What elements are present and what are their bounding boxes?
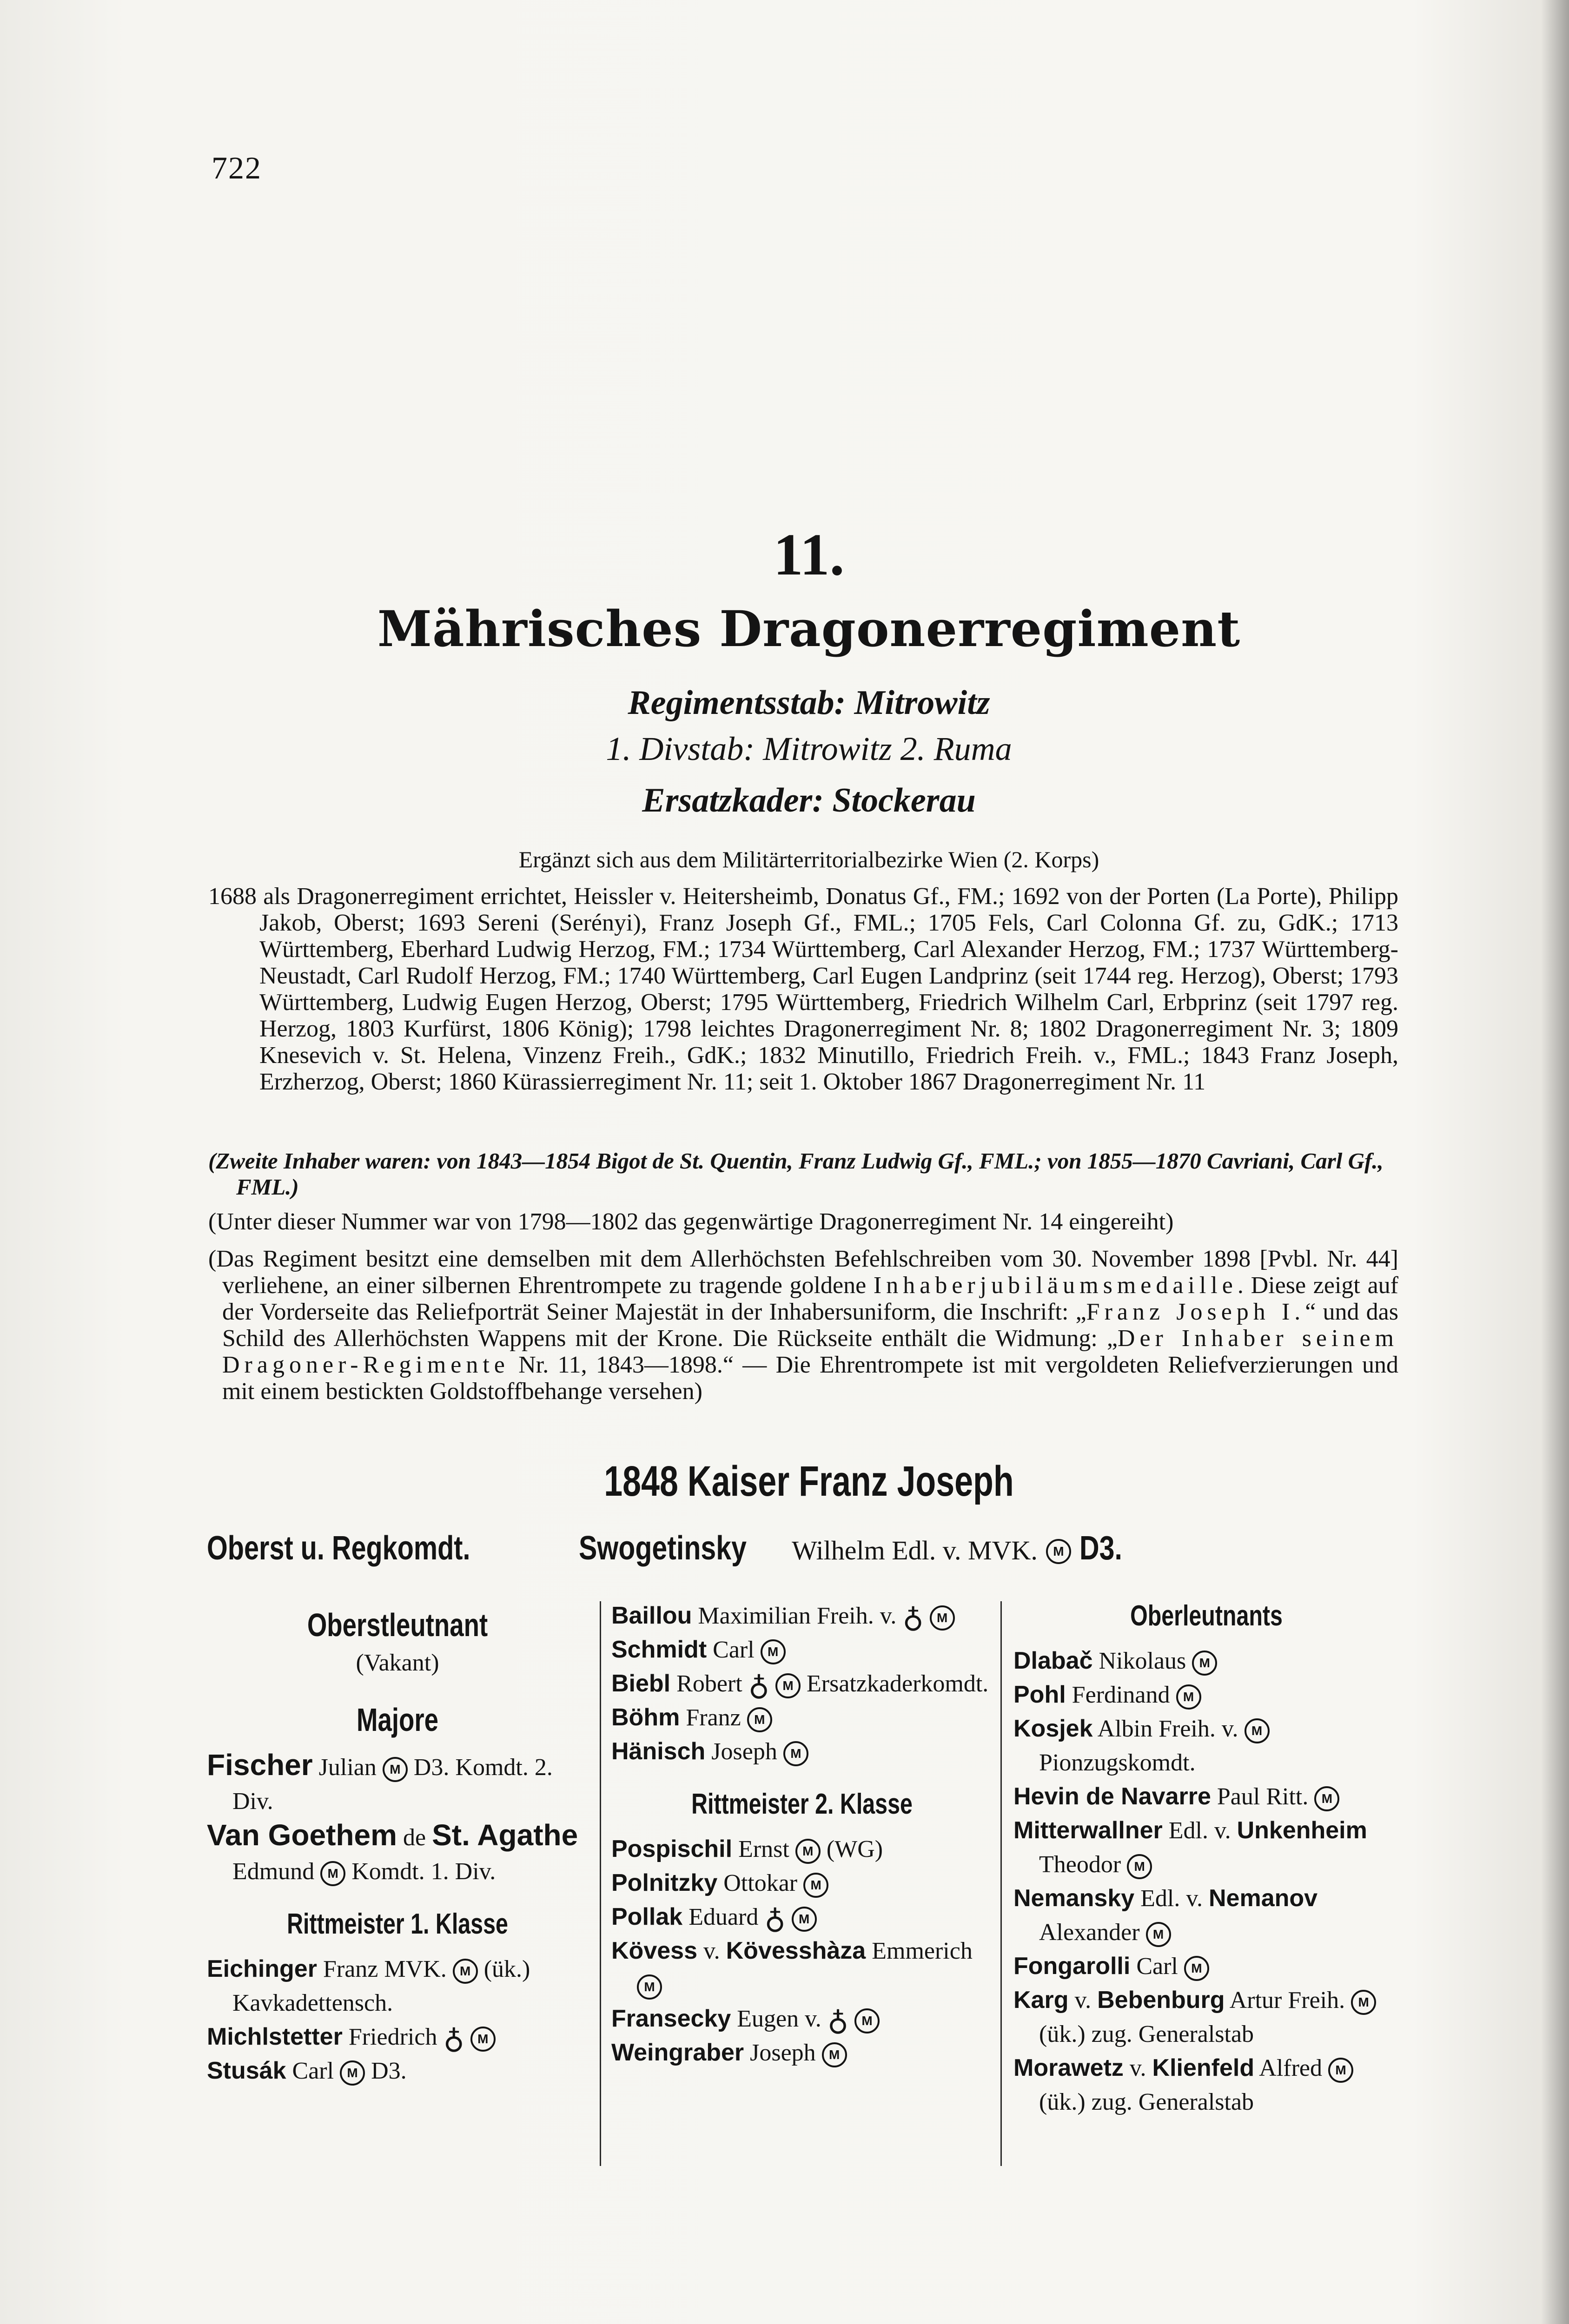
military-merit-icon: M: [383, 1757, 408, 1782]
oberst-suffix: D3.: [1079, 1530, 1122, 1567]
entry-name: Nemansky: [1013, 1885, 1135, 1912]
list-item: [611, 1667, 993, 1701]
oberstleutnant-heading: Oberstleutnant: [307, 1607, 488, 1643]
military-merit-icon: M: [320, 1861, 345, 1886]
divstab-line: 1. Divstab: Mitrowitz 2. Ruma: [606, 730, 1012, 767]
list-item: [611, 1866, 993, 1900]
entry-name: Mitterwallner: [1013, 1817, 1163, 1844]
entry-given-name: Alfred: [1259, 2055, 1322, 2081]
list-item: [207, 2054, 588, 2088]
military-merit-icon: M: [1184, 1956, 1209, 1981]
list-item: [611, 2002, 993, 2036]
entry-place: St. Agathe: [432, 1818, 578, 1852]
entry-detail: D3.: [371, 2058, 407, 2084]
medal-note-part-d: Nr. 11, 1843—1898.“ — Die Ehrentrompete ist mit vergoldeten Reliefverzierungen und mit einem bestickten Goldstoffbehange versehen): [222, 1352, 1398, 1405]
list-item: [611, 1633, 993, 1667]
list-item: [1013, 1644, 1399, 1678]
regiment-number: 11.: [773, 522, 845, 588]
military-merit-icon: M: [803, 1873, 828, 1898]
entry-given-name: Eugen v.: [737, 2006, 821, 2032]
column-divider-right: [1000, 1601, 1002, 2166]
entry-particle: v.: [1129, 2055, 1146, 2081]
entry-particle: Edl. v.: [1168, 1817, 1231, 1844]
medal-note-part-c: “ und das Schild des Allerhöchsten Wappens mit der Krone. Die Rückseite enthält die Widmung: „: [222, 1299, 1398, 1352]
entry-place: Kövesshàza: [726, 1937, 866, 1964]
second-owners-note: (Zweite Inhaber waren: von 1843—1854 Bigot de St. Quentin, Franz Ludwig Gf., FML.; von 1855—1870 Cavriani, Carl Gf., FML.): [208, 1148, 1384, 1200]
entry-name: Fischer: [207, 1748, 313, 1782]
column-divider-left: [600, 1601, 601, 2166]
military-merit-icon: M: [1046, 1539, 1071, 1564]
entry-place: Bebenburg: [1097, 1987, 1225, 2014]
entry-given-name: Theodor: [1039, 1851, 1121, 1878]
column-left: [207, 1599, 588, 2088]
cross-medal-icon: ♁: [443, 2023, 464, 2055]
column-middle: [611, 1599, 993, 2070]
military-merit-icon: M: [792, 1907, 817, 1932]
entry-name: Fongarolli: [1013, 1953, 1131, 1980]
entry-given-name: Friedrich: [348, 2024, 437, 2050]
entry-given-name: Albin Freih. v.: [1097, 1716, 1238, 1742]
oberst-label: Oberst u. Regkomdt.: [207, 1530, 470, 1567]
entry-name: Pollak: [611, 1903, 683, 1930]
inscription-spaced: Franz Joseph I.: [1086, 1299, 1305, 1325]
cross-medal-icon: ♁: [764, 1903, 786, 1935]
military-merit-icon: M: [854, 2008, 880, 2034]
entry-particle: v.: [703, 1938, 720, 1964]
number-assignment-note: (Unter dieser Nummer war von 1798—1802 das gegenwärtige Dragonerregiment Nr. 14 eingereiht): [208, 1208, 1174, 1235]
rittmeister-2-heading: Rittmeister 2. Klasse: [691, 1788, 913, 1820]
military-merit-icon: M: [1314, 1786, 1339, 1811]
entry-given-name: Artur Freih.: [1229, 1987, 1345, 2014]
military-merit-icon: M: [775, 1673, 801, 1698]
military-merit-icon: M: [930, 1605, 955, 1631]
entry-name: Fransecky: [611, 2005, 731, 2032]
entry-detail: D3. Komdt. 2. Div.: [232, 1754, 553, 1815]
military-merit-icon: M: [453, 1959, 478, 1984]
military-merit-icon: M: [1146, 1922, 1171, 1947]
military-merit-icon: M: [1351, 1990, 1376, 2015]
entry-particle: v.: [1074, 1987, 1092, 2014]
military-merit-icon: M: [783, 1741, 808, 1766]
regimentsstab-line: Regimentsstab: Mitrowitz: [628, 684, 990, 722]
cross-medal-icon: ♁: [902, 1602, 924, 1634]
entry-name: Pospischil: [611, 1835, 733, 1862]
list-item: [207, 2020, 588, 2054]
list-item: [1013, 1712, 1399, 1780]
military-merit-icon: M: [637, 1974, 662, 2000]
ersatzkader-line: Ersatzkader: Stockerau: [642, 781, 976, 819]
entry-name: Böhm: [611, 1704, 680, 1731]
entry-detail: Pionzugskomdt.: [1039, 1750, 1196, 1776]
military-merit-icon: M: [761, 1639, 786, 1664]
entry-given-name: Edmund: [232, 1858, 315, 1885]
regiment-name: Mährisches Dragonerregiment: [377, 600, 1241, 658]
regiment-history: [208, 883, 1398, 1095]
military-merit-icon: M: [1127, 1854, 1152, 1879]
list-item: [611, 1735, 993, 1769]
list-item: [1013, 1983, 1399, 2051]
list-item: [207, 1952, 588, 2020]
oberst-rest: Wilhelm Edl. v. MVK.: [792, 1535, 1038, 1565]
entry-given-name: Ferdinand: [1072, 1682, 1170, 1708]
entry-name: Schmidt: [611, 1636, 707, 1663]
military-merit-icon: M: [1176, 1684, 1201, 1710]
entry-name: Kövess: [611, 1937, 697, 1964]
entry-place: Klienfeld: [1152, 2054, 1255, 2081]
entry-detail: Komdt. 1. Div.: [351, 1858, 496, 1885]
military-merit-icon: M: [1328, 2058, 1353, 2083]
cross-medal-icon: ♁: [827, 2005, 849, 2037]
entry-name: Michlstetter: [207, 2023, 343, 2050]
entry-given-name: Maximilian Freih. v.: [698, 1603, 897, 1629]
oberst-entry: [579, 1529, 1132, 1568]
entry-name: Pohl: [1013, 1681, 1066, 1708]
entry-given-name: Robert: [676, 1670, 742, 1697]
oberleutnants-heading: Oberleutnants: [1130, 1600, 1283, 1632]
list-item: [1013, 1780, 1399, 1814]
oberst-name: Swogetinsky: [579, 1530, 747, 1567]
entry-name: Eichinger: [207, 1955, 317, 1982]
list-item: [611, 1701, 993, 1735]
medal-name-spaced: Inhaberjubiläumsmedaille: [873, 1272, 1238, 1299]
entry-name: Weingraber: [611, 2039, 744, 2066]
entry-name: Van Goethem: [207, 1818, 397, 1852]
entry-given-name: Carl: [1136, 1953, 1178, 1980]
rittmeister-1-heading: Rittmeister 1. Klasse: [287, 1908, 508, 1940]
entry-name: Stusák: [207, 2057, 286, 2084]
entry-given-name: Ernst: [738, 1836, 789, 1862]
entry-detail: (ük.) Kavkadettensch.: [232, 1956, 530, 2016]
list-item: [1013, 1678, 1399, 1712]
entry-given-name: Paul Ritt.: [1217, 1783, 1309, 1810]
entry-name: Hänisch: [611, 1738, 706, 1765]
list-item: [207, 1748, 588, 1818]
entry-name: Dlabač: [1013, 1647, 1093, 1674]
list-item: [611, 1900, 993, 1934]
entry-name: Karg: [1013, 1987, 1069, 2014]
military-merit-icon: M: [340, 2060, 365, 2086]
entry-name: Baillou: [611, 1602, 692, 1629]
page-edge-shadow: [1541, 0, 1569, 2324]
entry-given-name: Joseph: [750, 2040, 816, 2066]
cross-medal-icon: ♁: [748, 1670, 769, 1702]
entry-given-name: Franz: [686, 1704, 741, 1731]
entry-place: Nemanov: [1209, 1885, 1318, 1912]
list-item: [611, 2036, 993, 2070]
entry-given-name: Joseph: [711, 1738, 777, 1765]
ergaenzung-line: Ergänzt sich aus dem Militärterritorialbezirke Wien (2. Korps): [518, 846, 1099, 872]
majore-heading: Majore: [357, 1702, 438, 1738]
entry-given-name: Emmerich: [872, 1938, 973, 1964]
military-merit-icon: M: [1245, 1718, 1270, 1743]
vacant-label: (Vakant): [356, 1650, 439, 1676]
entry-name: Kosjek: [1013, 1715, 1093, 1742]
list-item: [1013, 1882, 1399, 1949]
entry-name: Morawetz: [1013, 2054, 1124, 2081]
list-item: [1013, 1814, 1399, 1882]
military-merit-icon: M: [470, 2027, 496, 2052]
entry-given-name: Carl: [713, 1637, 755, 1663]
entry-given-name: Franz MVK.: [323, 1956, 447, 1982]
entry-detail: (ük.) zug. Generalstab: [1039, 2089, 1254, 2115]
medal-note: [208, 1246, 1398, 1405]
entry-detail: Ersatzkaderkomdt.: [807, 1670, 989, 1697]
military-merit-icon: M: [795, 1839, 821, 1864]
column-right: [1013, 1599, 1399, 2119]
military-merit-icon: M: [1192, 1651, 1217, 1676]
entry-given-name: Nikolaus: [1099, 1648, 1186, 1674]
entry-name: Biebl: [611, 1670, 671, 1697]
entry-name: Hevin de Navarre: [1013, 1783, 1211, 1810]
entry-given-name: Ottokar: [723, 1870, 798, 1896]
page-number: 722: [212, 150, 262, 185]
list-item: [1013, 2051, 1399, 2119]
list-item: [1013, 1949, 1399, 1983]
entry-particle: de: [403, 1824, 426, 1851]
list-item: [611, 1934, 993, 2002]
entry-given-name: Carl: [292, 2058, 334, 2084]
entry-detail: (WG): [826, 1836, 883, 1862]
medal-note-part-b: . Diese zeigt auf der Vorderseite das Reliefporträt Seiner Majestät in der Inhabersuniform, die Inschrift: „: [222, 1272, 1398, 1325]
list-item: [207, 1818, 588, 1888]
entry-particle: Edl. v.: [1140, 1885, 1203, 1912]
list-item: [611, 1599, 993, 1633]
list-item: [611, 1832, 993, 1866]
entry-given-name: Alexander: [1039, 1919, 1140, 1946]
dedication-spaced: Der Inhaber seinem Dragoner-Regimente: [222, 1325, 1398, 1378]
entry-place: Unkenheim: [1237, 1817, 1367, 1844]
military-merit-icon: M: [747, 1707, 772, 1732]
oberst-row: [207, 1529, 1416, 1568]
entry-given-name: Julian: [318, 1754, 377, 1781]
owner-heading: 1848 Kaiser Franz Joseph: [604, 1458, 1014, 1505]
entry-detail: (ük.) zug. Generalstab: [1039, 2021, 1254, 2047]
medal-note-part-a: (Das Regiment besitzt eine demselben mit dem Allerhöchsten Befehlschreiben vom 30. November 1898 [Pvbl. Nr. 44] verliehene, an einer silbernen Ehrentrompete zu tragende goldene: [208, 1246, 1398, 1299]
military-merit-icon: M: [822, 2042, 847, 2067]
history-text: 1688 als Dragonerregiment errichtet, Heissler v. Heitersheimb, Donatus Gf., FM.; 1692 von der Porten (La Porte), Philipp Jakob, Oberst; 1693 Sereni (Serényi), Franz Joseph Gf., FML.; 1705 Fels, Carl Colonna Gf. zu, GdK.; 1713 Württemberg, Eberhard Ludwig Herzog, FM.; 1734 Württemberg, Carl Alexander Herzog, FM.; 1737 Württemberg-Neustadt, Carl Rudolf Herzog, FM.; 1740 Württemberg, Carl Eugen Landprinz (seit 1744 reg. Herzog), Oberst; 1793 Württemberg, Ludwig Eugen Herzog, Oberst; 1795 Württemberg, Friedrich Wilhelm Carl, Erbprinz (seit 1797 reg. Herzog, 1803 Kurfürst, 1806 König); 1798 leichtes Dragonerregiment Nr. 8; 1802 Dragonerregiment Nr. 3; 1809 Knesevich v. St. Helena, Vinzenz Freih., GdK.; 1832 Minutillo, Friedrich Freih. v., FML.; 1843 Franz Joseph, Erzherzog, Oberst; 1860 Kürassierregiment Nr. 11; seit 1. Oktober 1867 Dragonerregiment Nr. 11: [208, 883, 1398, 1095]
entry-given-name: Eduard: [689, 1904, 759, 1930]
entry-name: Polnitzky: [611, 1869, 718, 1896]
